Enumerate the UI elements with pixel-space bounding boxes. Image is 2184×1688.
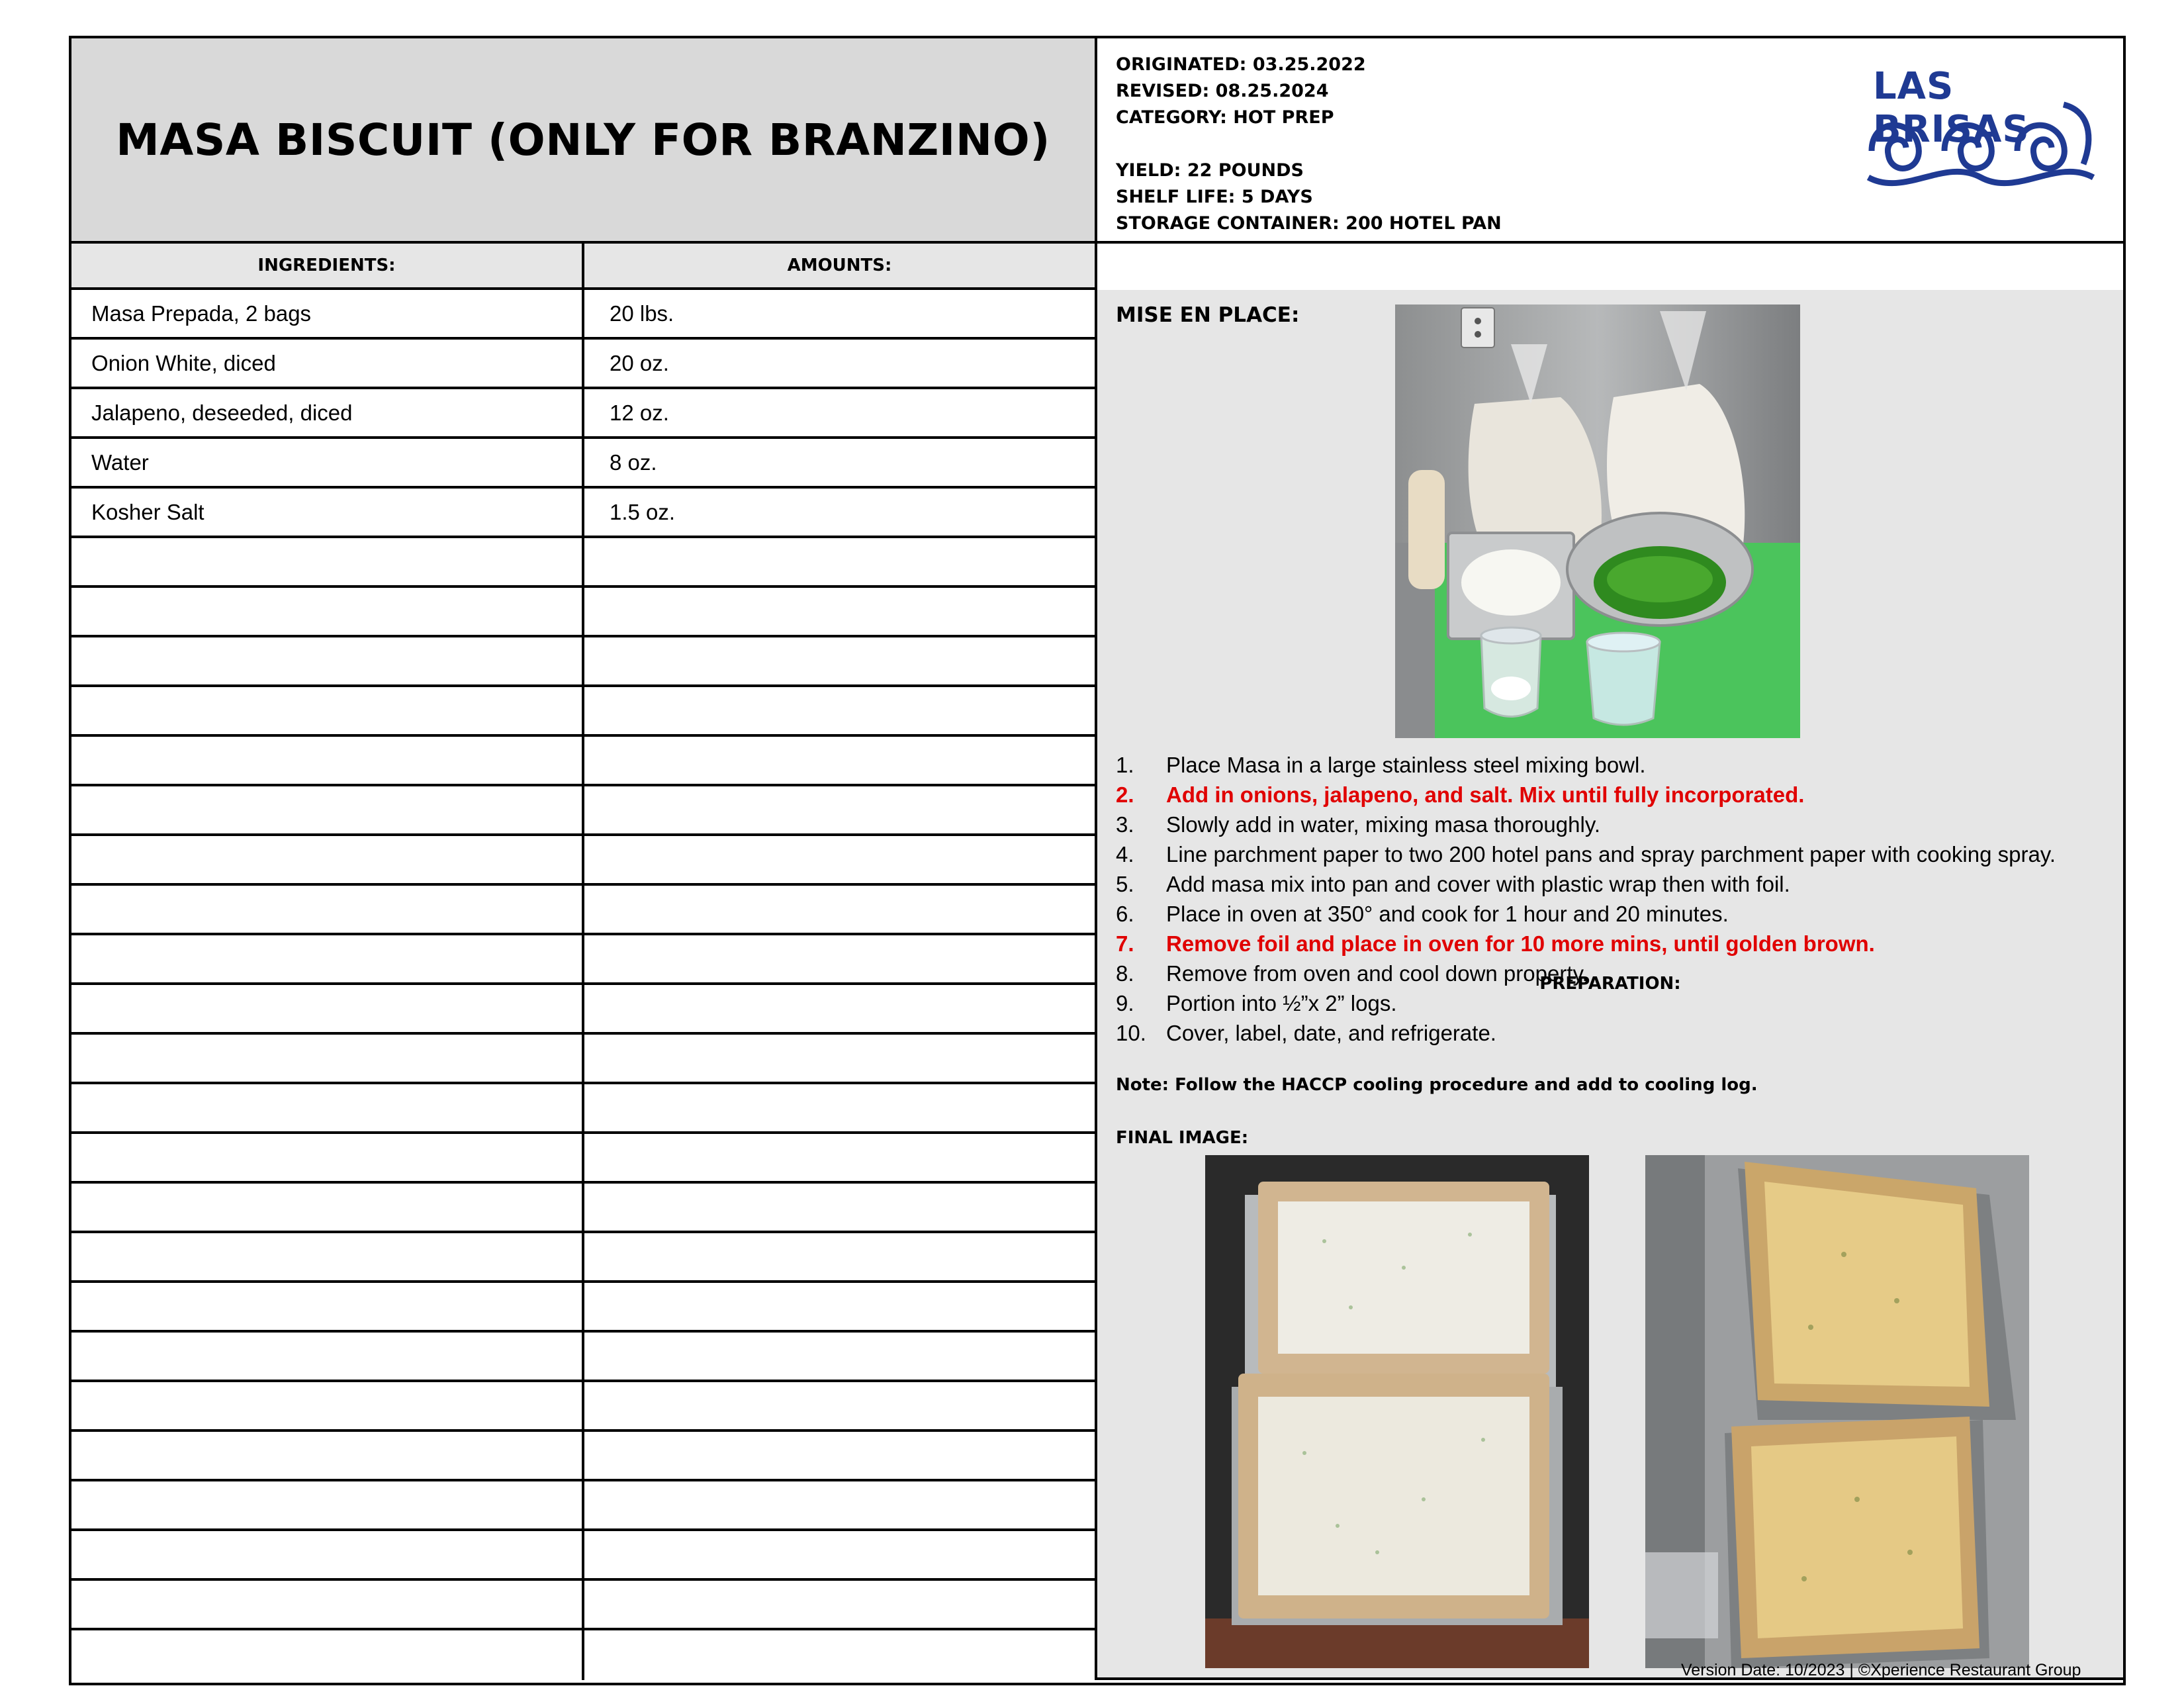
table-row bbox=[71, 1035, 1097, 1084]
ingredient-amount bbox=[584, 1084, 1097, 1131]
ingredient-amount bbox=[584, 737, 1097, 784]
ingredient-amount: 8 oz. bbox=[584, 439, 1097, 486]
ingredient-name bbox=[71, 886, 584, 933]
final-image-label: FINAL IMAGE: bbox=[1116, 1128, 1249, 1148]
ingredient-name bbox=[71, 1134, 584, 1181]
preparation-step bbox=[1116, 750, 2109, 780]
table-row bbox=[71, 1184, 1097, 1233]
ingredient-name bbox=[71, 1184, 584, 1231]
ingredient-amount bbox=[584, 687, 1097, 734]
ingredient-amount bbox=[584, 1333, 1097, 1380]
las-brisas-logo bbox=[1865, 65, 2097, 197]
step-text: Place Masa in a large stainless steel mixing bowl. bbox=[1166, 753, 1646, 777]
ingredient-amount bbox=[584, 1432, 1097, 1479]
ingredient-name bbox=[71, 737, 584, 784]
ingredient-amount bbox=[584, 985, 1097, 1032]
logo-wordmark: LAS BRISAS bbox=[1873, 65, 2030, 151]
ingredient-name bbox=[71, 1035, 584, 1082]
yield: YIELD: 22 POUNDS bbox=[1116, 160, 1304, 181]
ingredient-amount bbox=[584, 1581, 1097, 1628]
ingredient-amount bbox=[584, 1035, 1097, 1082]
preparation-step bbox=[1116, 839, 2109, 869]
preparation-step bbox=[1116, 899, 2109, 929]
table-row bbox=[71, 985, 1097, 1035]
table-row bbox=[71, 637, 1097, 687]
table-row bbox=[71, 1084, 1097, 1134]
ingredient-name: Jalapeno, deseeded, diced bbox=[71, 389, 584, 436]
table-row bbox=[71, 1382, 1097, 1432]
step-text: Portion into ½”x 2” logs. bbox=[1166, 991, 1397, 1015]
preparation-step bbox=[1116, 780, 2109, 810]
ingredient-name bbox=[71, 935, 584, 982]
table-row bbox=[71, 1432, 1097, 1481]
preparation-step bbox=[1116, 810, 2109, 839]
ingredient-name bbox=[71, 588, 584, 635]
ingredients-header: INGREDIENTS: bbox=[71, 244, 584, 290]
ingredient-name bbox=[71, 1283, 584, 1330]
ingredient-name bbox=[71, 786, 584, 833]
table-row bbox=[71, 836, 1097, 886]
step-text: Cover, label, date, and refrigerate. bbox=[1166, 1021, 1496, 1045]
table-row bbox=[71, 1333, 1097, 1382]
step-text: Add masa mix into pan and cover with plastic wrap then with foil. bbox=[1166, 872, 1790, 896]
step-number: 9. bbox=[1116, 991, 1134, 1015]
ingredient-amount: 1.5 oz. bbox=[584, 489, 1097, 536]
ingredient-amount bbox=[584, 1382, 1097, 1429]
ingredient-amount bbox=[584, 1630, 1097, 1680]
step-number: 4. bbox=[1116, 842, 1134, 867]
recipe-title: MASA BISCUIT (ONLY FOR BRANZINO) bbox=[116, 114, 1050, 165]
step-number: 2. bbox=[1116, 782, 1134, 807]
ingredient-amount bbox=[584, 1233, 1097, 1280]
shelf-life: SHELF LIFE: 5 DAYS bbox=[1116, 187, 1313, 207]
category: CATEGORY: HOT PREP bbox=[1116, 107, 1334, 128]
step-number: 7. bbox=[1116, 931, 1134, 956]
ingredient-amount bbox=[584, 637, 1097, 684]
step-text: Slowly add in water, mixing masa thoroughly. bbox=[1166, 812, 1601, 837]
ingredient-name bbox=[71, 985, 584, 1032]
ingredient-name bbox=[71, 1084, 584, 1131]
table-row bbox=[71, 1283, 1097, 1333]
recipe-sheet bbox=[69, 36, 2126, 1685]
ingredient-name bbox=[71, 538, 584, 585]
step-text: Line parchment paper to two 200 hotel pans and spray parchment paper with cooking spray. bbox=[1166, 842, 2056, 867]
storage-container: STORAGE CONTAINER: 200 HOTEL PAN bbox=[1116, 213, 1502, 234]
preparation-section bbox=[1097, 290, 2123, 1680]
step-text: Add in onions, jalapeno, and salt. Mix until fully incorporated. bbox=[1166, 782, 1805, 807]
meta-list bbox=[1116, 52, 1502, 237]
ingredient-amount: 20 oz. bbox=[584, 340, 1097, 387]
originated-date: ORIGINATED: 03.25.2022 bbox=[1116, 54, 1366, 75]
ingredient-amount bbox=[584, 935, 1097, 982]
ingredient-amount bbox=[584, 1184, 1097, 1231]
amounts-header: AMOUNTS: bbox=[584, 244, 1097, 290]
ingredient-amount bbox=[584, 1283, 1097, 1330]
table-row bbox=[71, 489, 1097, 538]
ingredient-amount: 12 oz. bbox=[584, 389, 1097, 436]
step-number: 10. bbox=[1116, 1021, 1146, 1045]
ingredient-name bbox=[71, 836, 584, 883]
table-row bbox=[71, 538, 1097, 588]
ingredient-name bbox=[71, 1432, 584, 1479]
ingredient-name bbox=[71, 687, 584, 734]
table-row bbox=[71, 886, 1097, 935]
meta-cell bbox=[1097, 38, 2123, 244]
preparation-step bbox=[1116, 959, 2109, 988]
haccp-note: Note: Follow the HACCP cooling procedure and add to cooling log. bbox=[1116, 1075, 1758, 1095]
table-row bbox=[71, 1531, 1097, 1581]
preparation-step bbox=[1116, 869, 2109, 899]
ingredient-amount bbox=[584, 786, 1097, 833]
table-row bbox=[71, 1481, 1097, 1531]
table-row bbox=[71, 1233, 1097, 1283]
step-number: 5. bbox=[1116, 872, 1134, 896]
final-photo-uncooked bbox=[1205, 1155, 1589, 1668]
ingredient-amount bbox=[584, 1134, 1097, 1181]
ingredient-amount bbox=[584, 886, 1097, 933]
table-row bbox=[71, 389, 1097, 439]
revised-date: REVISED: 08.25.2024 bbox=[1116, 81, 1329, 101]
table-row bbox=[71, 1581, 1097, 1630]
step-number: 3. bbox=[1116, 812, 1134, 837]
preparation-step bbox=[1116, 988, 2109, 1018]
ingredient-name bbox=[71, 1382, 584, 1429]
final-photo-baked bbox=[1645, 1155, 2029, 1668]
version-footer: Version Date: 10/2023 | ©Xperience Restaurant Group bbox=[1681, 1661, 2081, 1679]
ingredient-name: Onion White, diced bbox=[71, 340, 584, 387]
ingredient-name bbox=[71, 1581, 584, 1628]
title-cell bbox=[71, 38, 1097, 244]
logo-waves-icon bbox=[1865, 65, 2097, 197]
preparation-header: PREPARATION: bbox=[1097, 290, 2123, 1680]
table-row bbox=[71, 687, 1097, 737]
step-text: Remove from oven and cool down property. bbox=[1166, 961, 1588, 986]
ingredient-name bbox=[71, 1481, 584, 1528]
ingredient-amount bbox=[584, 1531, 1097, 1578]
table-row bbox=[71, 737, 1097, 786]
ingredient-name: Masa Prepada, 2 bags bbox=[71, 290, 584, 337]
step-number: 6. bbox=[1116, 902, 1134, 926]
ingredient-name bbox=[71, 1531, 584, 1578]
table-row bbox=[71, 1630, 1097, 1680]
ingredient-name: Kosher Salt bbox=[71, 489, 584, 536]
table-row bbox=[71, 935, 1097, 985]
ingredient-name bbox=[71, 637, 584, 684]
step-number: 8. bbox=[1116, 961, 1134, 986]
ingredient-name bbox=[71, 1630, 584, 1680]
ingredient-name bbox=[71, 1233, 584, 1280]
ingredient-name: Water bbox=[71, 439, 584, 486]
table-row bbox=[71, 290, 1097, 340]
table-row bbox=[71, 786, 1097, 836]
mise-en-place-label: MISE EN PLACE: bbox=[1116, 303, 1300, 327]
table-row bbox=[71, 439, 1097, 489]
table-row bbox=[71, 340, 1097, 389]
step-text: Place in oven at 350° and cook for 1 hour and 20 minutes. bbox=[1166, 902, 1729, 926]
step-number: 1. bbox=[1116, 753, 1134, 777]
ingredient-amount bbox=[584, 1481, 1097, 1528]
table-row bbox=[71, 588, 1097, 637]
ingredient-name bbox=[71, 1333, 584, 1380]
preparation-steps bbox=[1116, 750, 2109, 1048]
ingredient-amount bbox=[584, 588, 1097, 635]
step-text: Remove foil and place in oven for 10 more mins, until golden brown. bbox=[1166, 931, 1875, 956]
mise-en-place-photo bbox=[1395, 305, 1800, 738]
ingredient-amount bbox=[584, 538, 1097, 585]
ingredient-amount: 20 lbs. bbox=[584, 290, 1097, 337]
ingredient-amount bbox=[584, 836, 1097, 883]
table-row bbox=[71, 1134, 1097, 1184]
preparation-step bbox=[1116, 929, 2109, 959]
preparation-step bbox=[1116, 1018, 2109, 1048]
